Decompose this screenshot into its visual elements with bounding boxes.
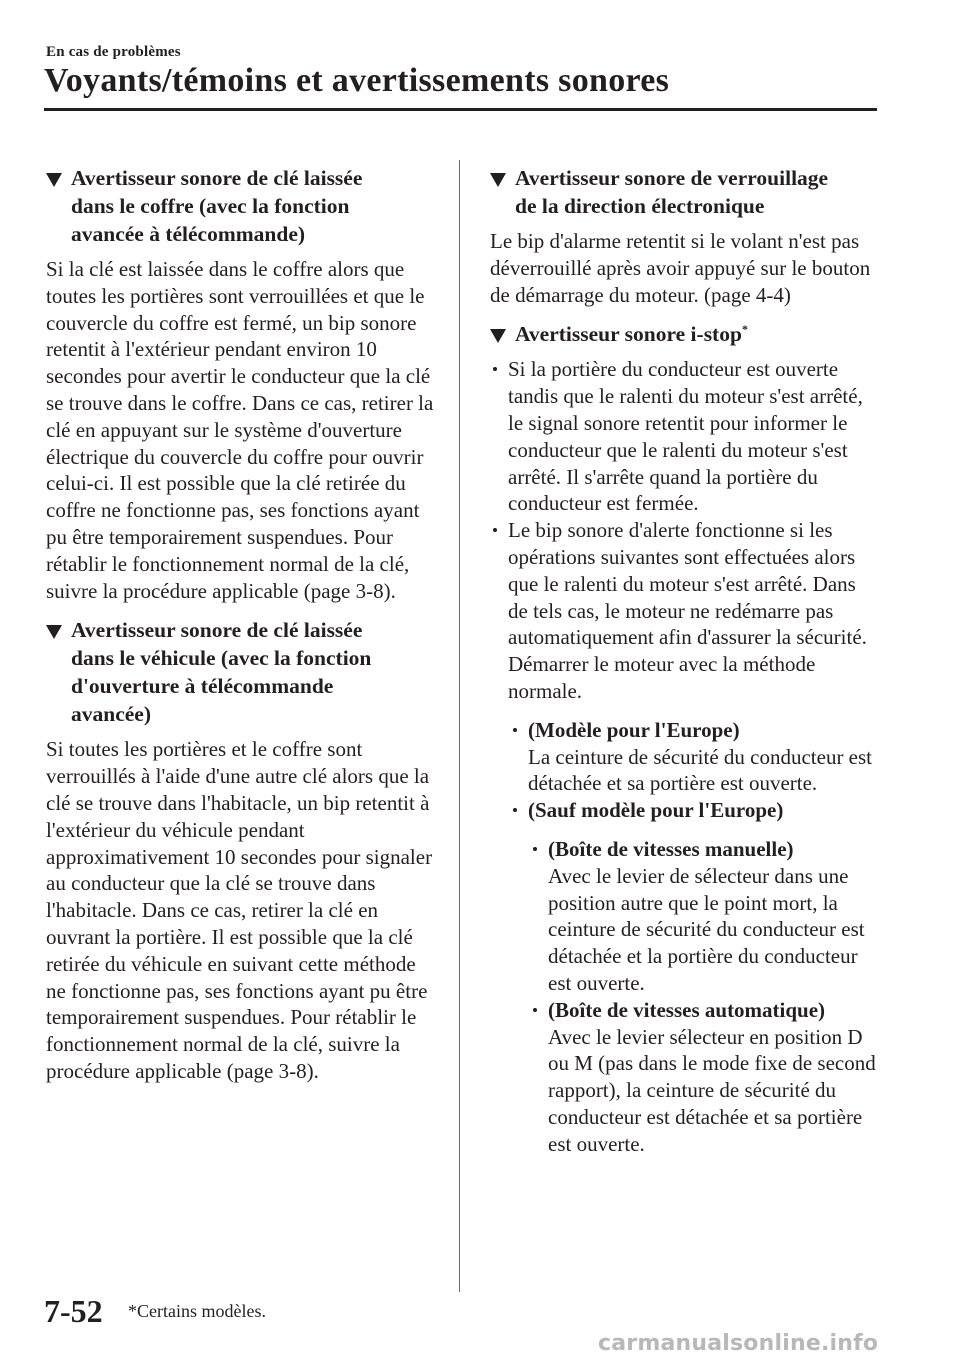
asterisk-marker: * <box>741 322 748 337</box>
triangle-bullet-icon <box>46 173 62 187</box>
column-divider <box>459 160 460 1292</box>
heading-i-stop: Avertisseur sonore i-stop* <box>490 320 878 348</box>
list-item-automatic: (Boîte de vitesses automatique) Avec le levier sélecteur en position D ou M (pas dans le mode fixe de second rapport), la ceinture de sécurité du conducteur est détachée et sa portière est ouverte. <box>530 997 878 1158</box>
left-column <box>46 158 438 1097</box>
paragraph-key-in-trunk: Si la clé est laissée dans le coffre alors que toutes les portières sont verrouillées et que le couvercle du coffre est fermé, un bip sonore retentit à l'extérieur pendant environ 10 secondes pour avertir le conducteur que la clé se trouve dans le coffre. Dans ce cas, retirer la clé en appuyant sur le système d'ouverture électrique du couvercle du coffre pour ouvrir celui-ci. Il est possible que la clé retirée du coffre ne fonctionne pas, ses fonctions ayant pu être temporairement suspendues. Pour rétablir le fonctionnement normal de la clé, suivre la procédure applicable (page 3-8). <box>46 257 434 603</box>
page-number: 7-52 <box>44 1293 103 1329</box>
list-item-europe: (Modèle pour l'Europe) La ceinture de sécurité du conducteur est détachée et sa portière est ouverte. <box>510 717 878 797</box>
heading-key-in-vehicle: Avertisseur sonore de clé laissée dans le véhicule (avec la fonction d'ouverture à télécommande avancée) <box>46 616 438 728</box>
watermark: carmanualsonline.info <box>598 1331 879 1356</box>
header-rule <box>44 108 877 111</box>
bullet-dot-icon <box>493 367 497 371</box>
page-title: Voyants/témoins et avertissements sonores <box>44 62 670 99</box>
list-item-manual: (Boîte de vitesses manuelle) Avec le levier de sélecteur dans une position autre que le point mort, la ceinture de sécurité du conducteur est détachée et la portière du conducteur est ouverte. <box>530 836 878 997</box>
list-item: Si la portière du conducteur est ouverte tandis que le ralenti du moteur s'est arrêté, le signal sonore retentit pour informer le conducteur que le ralenti du moteur s'est arrêté. Il s'arrête quand la portière du conducteur est fermée. <box>490 356 878 517</box>
bullet-dot-icon <box>513 808 517 812</box>
heading-steering-lock: Avertisseur sonore de verrouillage de la direction électronique <box>490 164 878 220</box>
paragraph-key-in-vehicle: Si toutes les portières et le coffre sont verrouillés à l'aide d'une autre clé alors que la clé se trouve dans l'habitacle, un bip retentit à l'extérieur du véhicule pendant approximativement 10 secondes pour signaler au conducteur que la clé se trouve dans l'habitacle. Dans ce cas, retirer la clé en ouvrant la portière. Il est possible que la clé retirée du véhicule en suivant cette méthode ne fonctionne pas, ses fonctions ayant pu être temporairement suspendues. Pour rétablir le fonctionnement normal de la clé, suivre la procédure applicable (page 3-8). <box>46 737 433 1083</box>
bullet-dot-icon <box>513 728 517 732</box>
paragraph-steering-lock: Le bip d'alarme retentit si le volant n'est pas déverrouillé après avoir appuyé sur le bouton de démarrage du moteur. (page 4-4) <box>490 229 871 307</box>
footnote: *Certains modèles. <box>128 1301 266 1321</box>
section-label: En cas de problèmes <box>46 44 181 60</box>
triangle-bullet-icon <box>46 625 62 639</box>
list-item: Le bip sonore d'alerte fonctionne si les opérations suivantes sont effectuées alors que le ralenti du moteur s'est arrêté. Dans de tels cas, le moteur ne redémarre pas automatiquement afin d'assurer la sécurité. Démarrer le moteur avec la méthode normale. <box>490 517 878 705</box>
right-column <box>490 158 878 1158</box>
bullet-dot-icon <box>493 528 497 532</box>
bullet-dot-icon <box>533 847 537 851</box>
heading-key-in-trunk: Avertisseur sonore de clé laissée dans le coffre (avec la fonction avancée à télécommande) <box>46 164 438 248</box>
list-item-non-europe: (Sauf modèle pour l'Europe) <box>510 797 878 824</box>
triangle-bullet-icon <box>490 173 506 187</box>
triangle-bullet-icon <box>490 329 506 343</box>
bullet-dot-icon <box>533 1008 537 1012</box>
